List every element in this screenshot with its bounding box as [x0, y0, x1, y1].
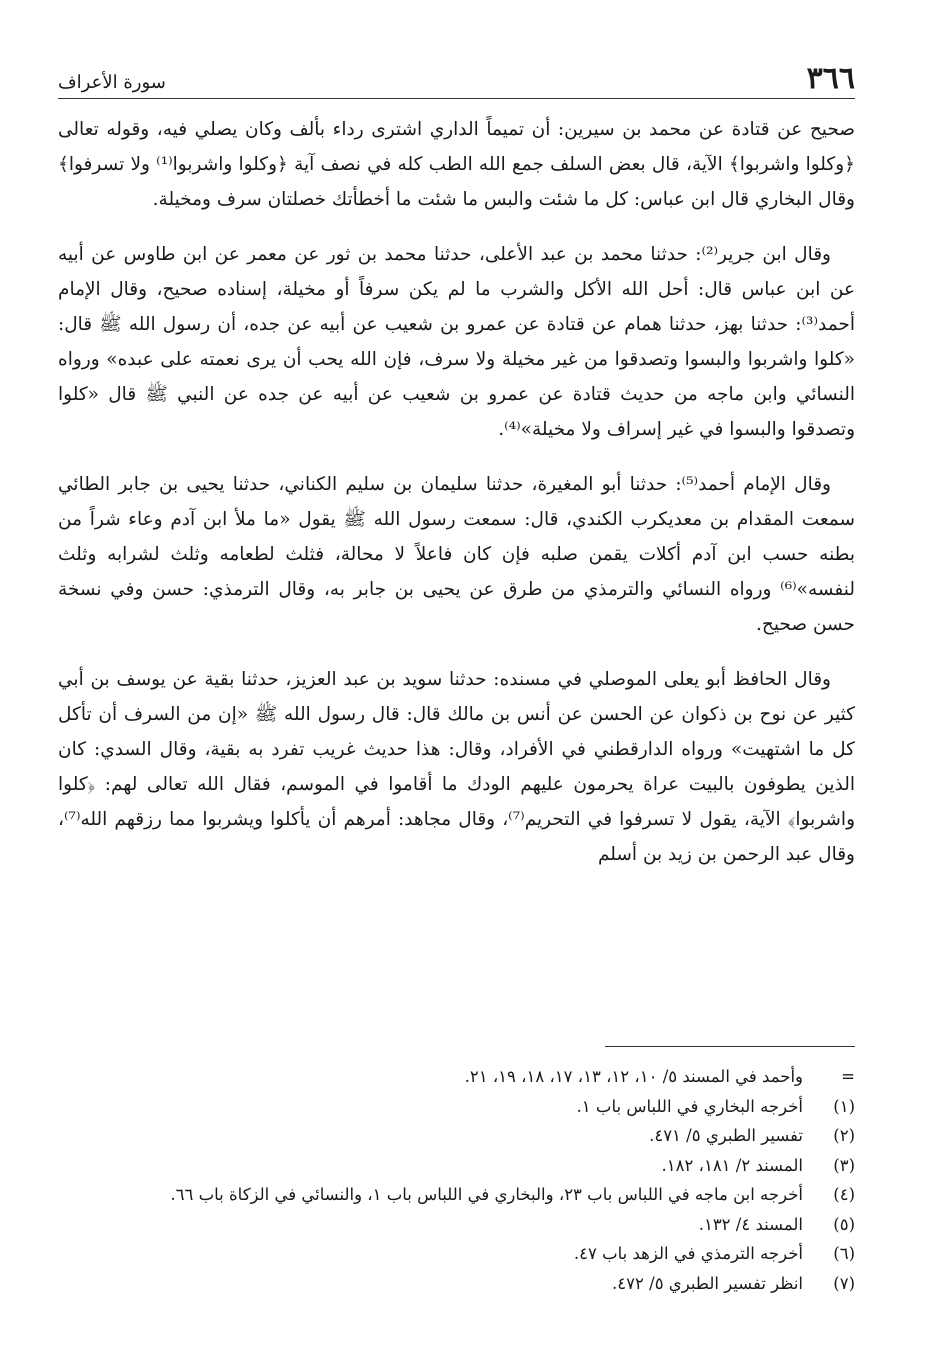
footnote: [58, 1092, 855, 1122]
footnote-number: (٧): [833, 1273, 855, 1293]
footnote: [58, 1180, 855, 1210]
footnote-text: أخرجه البخاري في اللباس باب ١.: [576, 1096, 803, 1116]
footnote-number: (٤): [833, 1185, 855, 1204]
footnote: [58, 1121, 855, 1151]
footnote-number: (١): [833, 1096, 855, 1116]
footnote-number: (٦): [833, 1244, 855, 1263]
paragraph: صحيح عن قتادة عن محمد بن سيرين: أن تميماً الداري اشترى رداء بألف وكان يصلي فيه، وقوله تعالى ﴿وكلوا واشربوا﴾ الآية، قال بعض السلف جمع الله الطب كله في نصف آية ﴿وكلوا واشربوا⁽¹⁾ ولا تسرفوا﴾ وقال البخاري قال ابن عباس: كل ما شئت والبس ما شئت ما أخطأتك خصلتان سرف ومخيلة.: [58, 119, 855, 210]
footnote: [58, 1269, 855, 1299]
footnote-number: (٣): [833, 1155, 855, 1175]
page-header: [58, 52, 855, 99]
footnote-text: انظر تفسير الطبري ٥/ ٤٧٢.: [612, 1273, 803, 1293]
footnote-text: تفسير الطبري ٥/ ٤٧١.: [649, 1126, 803, 1145]
paragraph: وقال الإمام أحمد⁽⁵⁾: حدثنا أبو المغيرة، حدثنا سليمان بن سليم الكناني، حدثنا يحيى بن جابر الطائي سمعت المقدام بن معديكرب الكندي، قال: سمعت رسول الله ﷺ يقول «ما ملأ ابن آدم وعاء شراً من بطنه حسب ابن آدم أكلات يقمن صلبه فإن كان فاعلاً لا محالة، فثلث لطعامه وثلث لشرابه وثلث لنفسه»⁽⁶⁾ ورواه النسائي والترمذي من طرق عن يحيى بن جابر به، وقال الترمذي: حسن وفي نسخة حسن صحيح.: [58, 474, 855, 635]
paragraph: وقال الحافظ أبو يعلى الموصلي في مسنده: حدثنا سويد بن عبد العزيز، حدثنا بقية عن يوسف بن أبي كثير عن نوح بن ذكوان عن الحسن عن أنس بن مالك قال: قال رسول الله ﷺ «إن من السرف أن تأكل كل ما اشتهيت» ورواه الدارقطني في الأفراد، وقال: هذا حديث غريب تفرد به بقية، وقال السدي: كان الذين يطوفون بالبيت عراة يحرمون عليهم الودك ما أقاموا في الموسم، فقال الله تعالى لهم: ﴿كلوا واشربوا﴾ الآية، يقول لا تسرفوا في التحريم⁽⁷⁾، وقال مجاهد: أمرهم أن يأكلوا ويشربوا مما رزقهم الله⁽⁷⁾، وقال عبد الرحمن بن زيد بن أسلم: [58, 669, 855, 865]
footnote-number: =: [841, 1067, 855, 1086]
footnote-text: أخرجه الترمذي في الزهد باب ٤٧.: [573, 1244, 803, 1263]
footnote: [58, 1151, 855, 1181]
footnote: [58, 1062, 855, 1092]
page-number: ٣٦٦: [806, 61, 855, 96]
footnote: [58, 1239, 855, 1269]
footnote: [58, 1210, 855, 1240]
footnote-text: المسند ٢/ ١٨١، ١٨٢.: [661, 1155, 803, 1175]
footnote-number: (٢): [833, 1126, 855, 1145]
footnote-text: المسند ٤/ ١٣٢.: [698, 1214, 803, 1234]
footnote-text: أخرجه ابن ماجه في اللباس باب ٢٣، والبخاري في اللباس باب ١، والنسائي في الزكاة باب ٦٦.: [170, 1185, 803, 1204]
footnote-text: وأحمد في المسند ٥/ ١٠، ١٢، ١٣، ١٧، ١٨، ١٩، ٢١.: [464, 1067, 803, 1086]
footnote-separator: [605, 1046, 855, 1047]
footnotes: [58, 1062, 855, 1298]
running-title: سورة الأعراف: [58, 72, 166, 93]
paragraph: وقال ابن جرير⁽²⁾: حدثنا محمد بن عبد الأعلى، حدثنا محمد بن ثور عن معمر عن ابن طاوس عن أبيه عن ابن عباس قال: أحل الله الأكل والشرب ما لم يكن سرفاً أو مخيلة، إسناده صحيح، وقال الإمام أحمد⁽³⁾: حدثنا بهز، حدثنا همام عن قتادة عن عمرو بن شعيب عن أبيه عن جده، أن رسول الله ﷺ قال: «كلوا واشربوا والبسوا وتصدقوا من غير مخيلة ولا سرف، فإن الله يحب أن يرى نعمته على عبده» ورواه النسائي وابن ماجه من حديث قتادة عن عمرو بن شعيب عن أبيه عن جده عن النبي ﷺ قال «كلوا وتصدقوا والبسوا في غير إسراف ولا مخيلة»⁽⁴⁾.: [58, 244, 855, 440]
main-text: [58, 112, 855, 892]
footnote-number: (٥): [833, 1214, 855, 1234]
